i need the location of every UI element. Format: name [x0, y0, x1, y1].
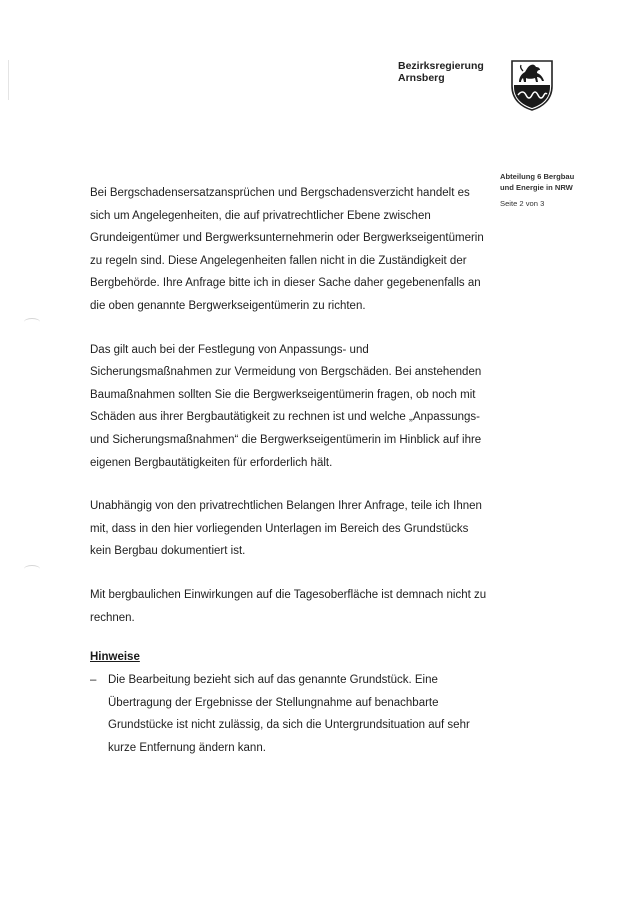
- paragraph-bergschaden: Bei Bergschadensersatzansprüchen und Bergschadensverzicht handelt es sich um Angelegenheiten, die auf privatrechtlicher Ebene zwischen Grundeigentümer und Bergwerksunternehmerin oder Bergwerkseigentümerin zu regeln sind. Diese Angelegenheiten fallen nicht in die Zuständigkeit der Bergbehörde. Ihre Anfrage bitte ich in dieser Sache daher gegebenenfalls an die oben genannte Bergwerkseigentümerin zu richten.: [90, 187, 484, 312]
- sidebar-info: [500, 171, 620, 209]
- letterhead-organization: [398, 60, 484, 84]
- paragraph-unterlagen: Unabhängig von den privatrechtlichen Belangen Ihrer Anfrage, teile ich Ihnen mit, dass in den hier vorliegenden Unterlagen im Bereich des Grundstücks kein Bergbau dokumentiert ist.: [90, 500, 482, 558]
- nrw-coat-of-arms-icon: [509, 58, 555, 112]
- paragraph-einwirkungen: Mit bergbaulichen Einwirkungen auf die Tagesoberfläche ist demnach nicht zu rechnen.: [90, 588, 487, 624]
- dash-bullet: –: [90, 674, 97, 687]
- punch-hole-mark: [24, 318, 40, 326]
- hinweise-heading: Hinweise: [90, 651, 140, 664]
- organization-city: Arnsberg: [398, 72, 445, 84]
- hinweis-text: Die Bearbeitung bezieht sich auf das genannte Grundstück. Eine Übertragung der Ergebnisse der Stellungnahme auf benachbarte Grundstücke ist nicht zulässig, da sich die Untergrundsituation auf sehr kurze Entfernung ändern kann.: [108, 674, 470, 754]
- organization-name: Bezirksregierung: [398, 60, 484, 72]
- list-item: [90, 669, 492, 759]
- department-line-2: und Energie in NRW: [500, 183, 573, 192]
- punch-hole-mark: [24, 565, 40, 573]
- department-line-1: Abteilung 6 Bergbau: [500, 172, 575, 181]
- page-number: Seite 2 von 3: [500, 199, 545, 208]
- letter-body: [90, 182, 492, 759]
- scan-margin-mark: [8, 60, 9, 100]
- paragraph-anpassung: Das gilt auch bei der Festlegung von Anpassungs- und Sicherungsmaßnahmen zur Vermeidung von Bergschäden. Bei anstehenden Baumaßnahmen sollten Sie die Bergwerkseigentümerin fragen, ob noch mit Schäden aus ihrer Bergbautätigkeit zu rechnen ist und welche „Anpassungs- und Sicherungsmaßnahmen“ die Bergwerkseigentümerin im Hinblick auf ihre eigenen Bergbautätigkeiten für erforderlich hält.: [90, 343, 482, 469]
